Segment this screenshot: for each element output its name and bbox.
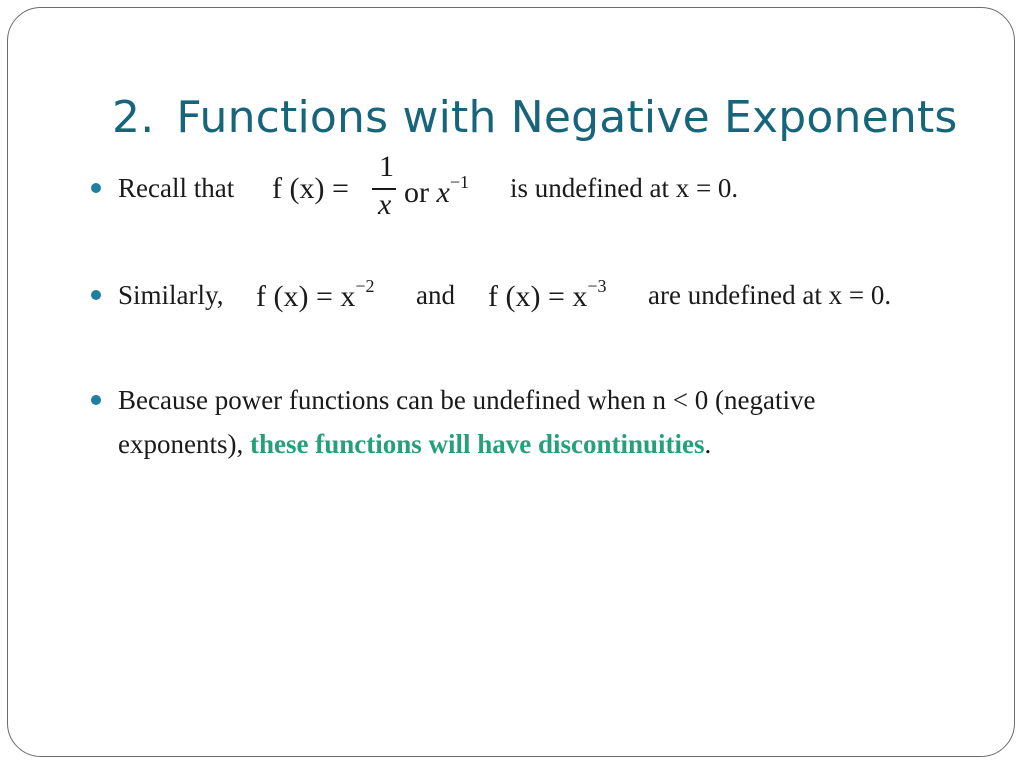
math-function-expr: f (x) = x (256, 280, 356, 313)
bullet-2-math-1 (256, 276, 375, 314)
bullet-3-line-1: Because power functions can be undefined when n < 0 (negative (118, 385, 816, 415)
bullet-dot (91, 290, 101, 300)
bullet-2-text-before: Similarly, (118, 280, 224, 310)
bullet-1-math-lhs (272, 172, 349, 206)
bullet-2-text-after: are undefined at x = 0. (648, 280, 892, 310)
bullet-3-plain-text: exponents), (118, 429, 244, 459)
bullet-1-text-after: is undefined at x = 0. (510, 173, 739, 203)
bullet-3-line-2 (118, 429, 711, 460)
bullet-dot (91, 183, 101, 193)
fraction-numerator: 1 (379, 150, 394, 183)
math-exponent: −3 (587, 276, 607, 296)
math-exponent: −1 (449, 172, 469, 192)
title-number: 2. (112, 92, 155, 143)
math-or: or (404, 176, 429, 209)
title-text: Functions with Negative Exponents (176, 92, 958, 143)
bullet-dot (91, 395, 101, 405)
highlight-text: these functions will have discontinuities (249, 429, 705, 459)
math-function-expr: f (x) = (272, 172, 349, 205)
bullet-1-text-before: Recall that (118, 173, 235, 203)
bullet-3-period: . (704, 429, 712, 459)
bullet-2-math-2 (488, 276, 607, 314)
math-function-expr: f (x) = x (488, 280, 588, 313)
fraction-denominator: x (378, 188, 392, 221)
math-var: x (436, 176, 450, 209)
bullet-1-math-or-term (404, 172, 469, 210)
slide-title (112, 92, 958, 143)
math-exponent: −2 (355, 276, 375, 296)
bullet-2-connector: and (416, 280, 455, 310)
fraction-one-over-x (372, 150, 398, 234)
